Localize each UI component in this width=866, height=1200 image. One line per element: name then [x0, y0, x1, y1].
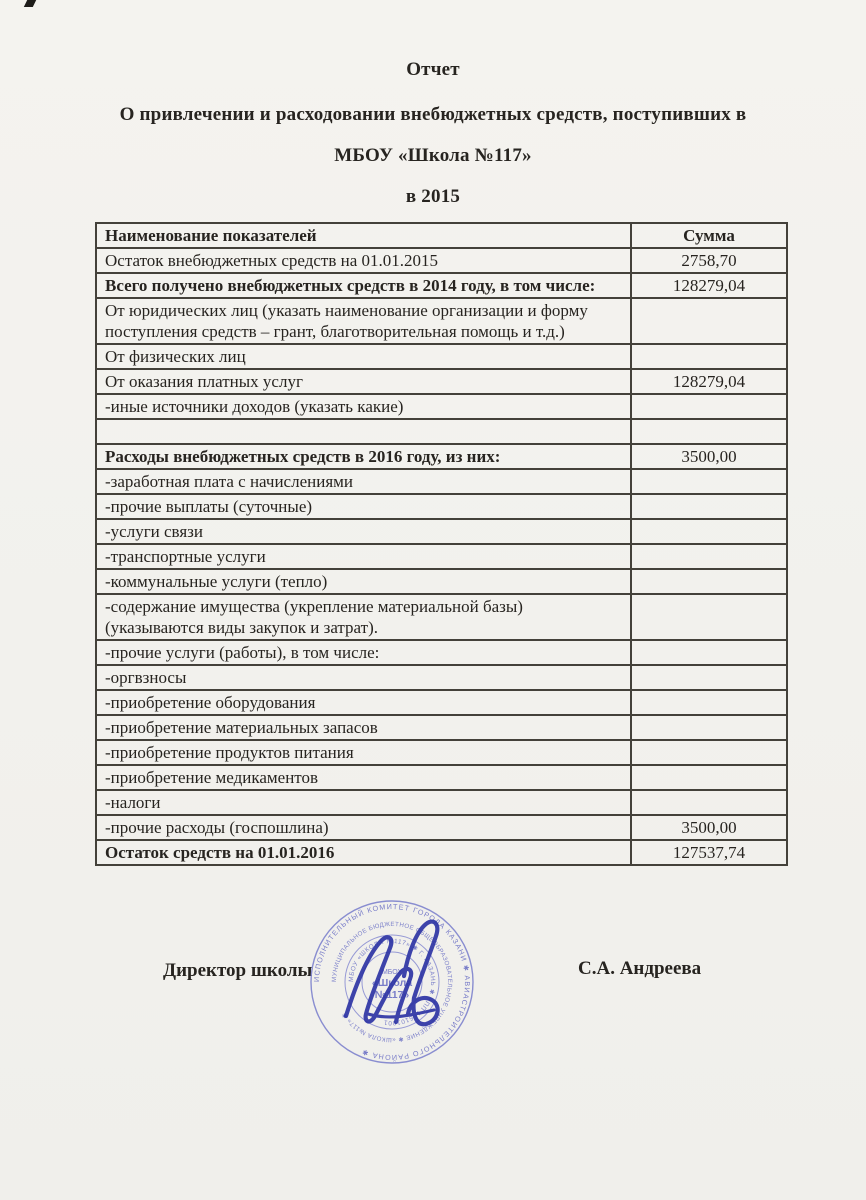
row-label-cell: -приобретение оборудования	[96, 690, 631, 715]
row-value-cell	[631, 494, 787, 519]
row-value-cell	[631, 394, 787, 419]
row-label-cell: -приобретение медикаментов	[96, 765, 631, 790]
row-value-cell	[631, 344, 787, 369]
table-row	[96, 273, 787, 298]
row-label-cell: Всего получено внебюджетных средств в 2014 году, в том числе:	[96, 273, 631, 298]
row-label-cell: Расходы внебюджетных средств в 2016 году, из них:	[96, 444, 631, 469]
table-row	[96, 715, 787, 740]
row-label-cell: -иные источники доходов (указать какие)	[96, 394, 631, 419]
table-row	[96, 840, 787, 865]
table-row	[96, 519, 787, 544]
table-row	[96, 690, 787, 715]
row-value-cell	[631, 715, 787, 740]
row-label-cell: -услуги связи	[96, 519, 631, 544]
row-label-cell: -приобретение материальных запасов	[96, 715, 631, 740]
row-value-cell	[631, 569, 787, 594]
row-label-cell: -прочие расходы (госпошлина)	[96, 815, 631, 840]
table-row	[96, 469, 787, 494]
row-value-cell	[631, 419, 787, 444]
row-value-cell	[631, 765, 787, 790]
row-value-cell: 128279,04	[631, 369, 787, 394]
table-header-row	[96, 223, 787, 248]
stamp-center-line2: «Школа	[371, 977, 413, 989]
stamp-signature-svg	[304, 894, 480, 1070]
row-label-cell: -содержание имущества (укрепление материальной базы) (указываются виды закупок и затрат).	[96, 594, 631, 640]
row-label-cell: От оказания платных услуг	[96, 369, 631, 394]
scan-artifact-mark	[24, 0, 37, 7]
row-value-cell: 128279,04	[631, 273, 787, 298]
document-title: Отчет	[406, 59, 460, 80]
row-value-cell	[631, 594, 787, 640]
row-value-cell	[631, 640, 787, 665]
table-row	[96, 444, 787, 469]
stamp-inner-ring-text: МБОУ «ШКОЛА №117» ✱ Г. КАЗАНЬ ✱ КПП 166101001	[347, 937, 437, 1027]
row-value-cell	[631, 790, 787, 815]
funds-report-table	[95, 222, 788, 866]
table-row	[96, 665, 787, 690]
report-year: в 2015	[405, 186, 461, 207]
table-row	[96, 369, 787, 394]
table-row	[96, 740, 787, 765]
row-value-cell	[631, 298, 787, 344]
row-label-cell: -заработная плата с начислениями	[96, 469, 631, 494]
stamp-center-line3: №117»	[374, 989, 410, 1001]
row-label-cell: -коммунальные услуги (тепло)	[96, 569, 631, 594]
table-row	[96, 344, 787, 369]
table-body	[96, 248, 787, 865]
stamp-outer-ring-text: ИСПОЛНИТЕЛЬНЫЙ КОМИТЕТ ГОРОДА КАЗАНИ ✱ АВИАСТРОИТЕЛЬНОГО РАЙОНА ✱	[311, 901, 473, 1063]
organization-name: МБОУ «Школа №117»	[334, 145, 532, 166]
table-row	[96, 419, 787, 444]
table-row	[96, 640, 787, 665]
stamp-and-signature-area	[304, 894, 480, 1070]
column-header-sum: Сумма	[631, 223, 787, 248]
row-label-cell: -прочие услуги (работы), в том числе:	[96, 640, 631, 665]
row-value-cell: 2758,70	[631, 248, 787, 273]
row-value-cell	[631, 469, 787, 494]
table-row	[96, 790, 787, 815]
row-value-cell	[631, 665, 787, 690]
column-header-indicator: Наименование показателей	[96, 223, 631, 248]
signatory-name-label: С.А. Андреева	[578, 958, 702, 979]
table-row	[96, 544, 787, 569]
table-row	[96, 248, 787, 273]
row-value-cell	[631, 519, 787, 544]
table-row	[96, 394, 787, 419]
row-label-cell: Остаток внебюджетных средств на 01.01.2015	[96, 248, 631, 273]
row-label-cell: -налоги	[96, 790, 631, 815]
table-row	[96, 569, 787, 594]
row-value-cell: 127537,74	[631, 840, 787, 865]
row-value-cell	[631, 690, 787, 715]
row-label-cell: -оргвзносы	[96, 665, 631, 690]
row-label-cell: От физических лиц	[96, 344, 631, 369]
signatory-role-label: Директор школы	[163, 960, 313, 981]
row-label-cell: От юридических лиц (указать наименование организации и форму поступления средств – грант, благотворительная помощь и т.д.)	[96, 298, 631, 344]
row-label-cell: -транспортные услуги	[96, 544, 631, 569]
row-value-cell	[631, 544, 787, 569]
stamp-middle-ring-text: МУНИЦИПАЛЬНОЕ БЮДЖЕТНОЕ ОБЩЕОБРАЗОВАТЕЛЬНОЕ УЧРЕЖДЕНИЕ ✱ «ШКОЛА №117» ✱	[330, 920, 454, 1044]
row-label-cell	[96, 419, 631, 444]
row-value-cell: 3500,00	[631, 444, 787, 469]
document-subtitle: О привлечении и расходовании внебюджетных средств, поступивших в	[119, 104, 747, 125]
table-row	[96, 594, 787, 640]
table-row	[96, 815, 787, 840]
row-label-cell: -прочие выплаты (суточные)	[96, 494, 631, 519]
table-row	[96, 298, 787, 344]
row-label-cell: Остаток средств на 01.01.2016	[96, 840, 631, 865]
table-row	[96, 494, 787, 519]
table-row	[96, 765, 787, 790]
row-label-cell: -приобретение продуктов питания	[96, 740, 631, 765]
row-value-cell	[631, 740, 787, 765]
stamp-center-line1: МБОУ	[381, 969, 403, 976]
row-value-cell: 3500,00	[631, 815, 787, 840]
